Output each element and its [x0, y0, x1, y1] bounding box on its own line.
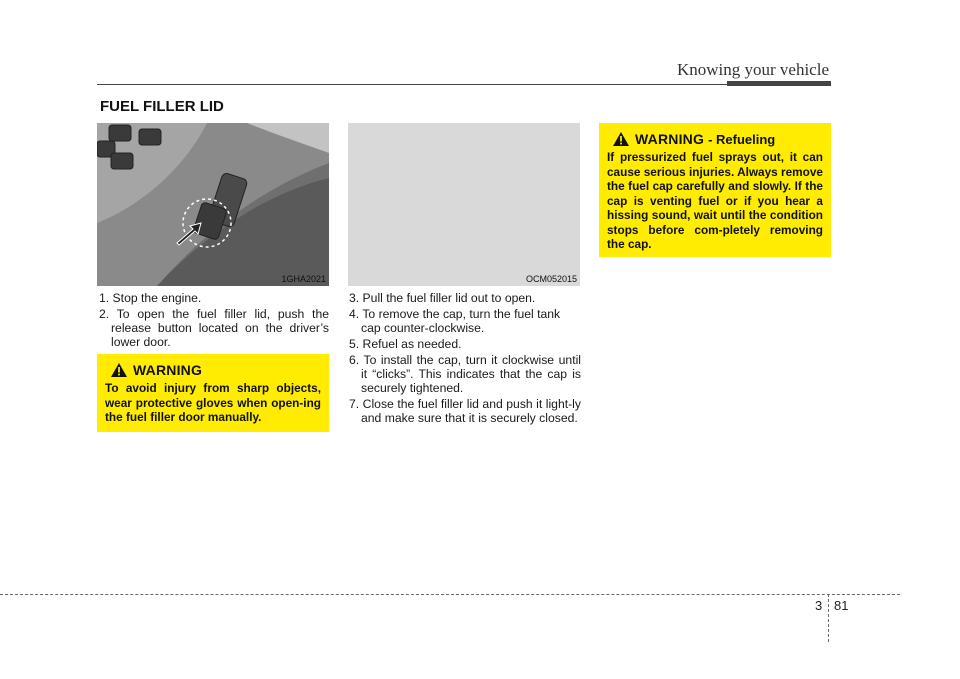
- warning-box-gloves: [97, 354, 329, 432]
- step-item: 2. To open the fuel filler lid, push the release button located on the driver’s lower door.: [99, 307, 329, 349]
- warning-box-refueling: [599, 123, 831, 257]
- chapter-number: 3: [815, 598, 823, 613]
- door-panel-illustration: [97, 123, 329, 286]
- header-rule: [97, 84, 727, 85]
- middle-steps: [349, 291, 581, 427]
- left-steps: [99, 291, 329, 351]
- page-header-title: Knowing your vehicle: [676, 60, 829, 79]
- header-rule-accent: [727, 81, 831, 86]
- footer-rule: [0, 594, 900, 595]
- step-item: 6. To install the cap, turn it clockwise until it “clicks”. This indicates that the cap is securely tightened.: [349, 353, 581, 395]
- warning-triangle-icon: [613, 132, 629, 146]
- warning-triangle-icon: [111, 363, 127, 377]
- page-number: 81: [834, 598, 849, 613]
- warning-header: [607, 131, 823, 147]
- section-title: FUEL FILLER LID: [100, 98, 224, 115]
- figure-code: OCM052015: [525, 274, 577, 284]
- step-item: 5. Refuel as needed.: [349, 337, 462, 351]
- figure-door-release: [97, 123, 329, 286]
- warning-title: WARNING: [635, 131, 705, 147]
- warning-body: To avoid injury from sharp objects, wear protective gloves when open-ing the fuel filler door manually.: [105, 381, 321, 424]
- warning-header: [105, 362, 321, 378]
- step-item: 7. Close the fuel filler lid and push it light-ly and make sure that it is securely closed.: [349, 397, 581, 425]
- figure-fuel-cap: [348, 123, 580, 286]
- figure-code: 1GHA2021: [281, 274, 326, 284]
- step-item: 1. Stop the engine.: [99, 291, 202, 305]
- warning-title: WARNING: [133, 362, 203, 378]
- warning-body: If pressurized fuel sprays out, it can cause serious injuries. Always remove the fuel cap carefully and slowly. If the cap is venting fuel or if you hear a hissing sound, wait until the condition stops before com-pletely removing the cap.: [607, 150, 823, 251]
- step-item: 3. Pull the fuel filler lid out to open.: [349, 291, 536, 305]
- step-item: 4. To remove the cap, turn the fuel tank cap counter-clockwise.: [349, 307, 561, 335]
- warning-subtitle: - Refueling: [708, 131, 776, 147]
- footer-divider: [828, 594, 829, 642]
